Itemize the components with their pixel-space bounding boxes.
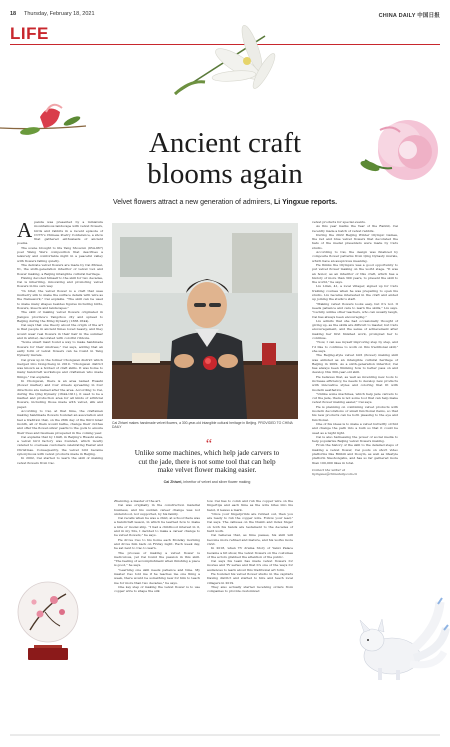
paragraph: "Once your fingerprints are rubbed out, then you are ready to rub the copper wire. Follow your lead," Cai says. The calluses on the thumb and index finger on both his hands are testament to the decades of hard work. — [207, 511, 293, 534]
photo-artwork — [112, 223, 298, 419]
article-column-2 — [114, 499, 200, 594]
paragraph: Cai recalls when he was a child, at school there was a handicraft lesson, in which he learned how to make a kite or model ship. "I had a childhood interest in it, and in my 50s, I decided to make a career change to be velvet flowers," he says. — [114, 516, 200, 538]
paragraph: The skill of making velvet flowers originated in Jiangsu province's Yangzhou city and spread to Beijing during the Ming Dynasty (1368-1644). — [17, 310, 103, 323]
caption-text: Cai Zhiwei makes handmade velvet flowers, a 300-year-old intangible cultural heritage in Beijing. — [112, 421, 258, 425]
pull-quote-name: Cai Zhiwei, — [163, 480, 183, 484]
contact-label: Contact the writer at — [312, 467, 346, 472]
paragraph: Cai believes that, as time passes, his skill will become more refined and mature, and his works more vivid. — [207, 533, 293, 546]
paragraph: In 2002, Cai started to learn the skill of making velvet flowers from Cao — [17, 456, 103, 465]
paragraph: The scene brought to life Yang Shoucun (954-967) poet Wang Wei's composition that describes a leisurely and comfortable night in a peaceful valley with flowers falling quietly. — [17, 245, 103, 263]
headline-line-2: blooms again — [147, 158, 303, 190]
paragraph: The Beijing-style velvet bird (flower) making skill was enlisted as an intangible cultural heritage of Beijing in 2009. As a sixth-generation inheritor, Cai has always been thinking how to better pass on and develop this 300-year-old skill. — [312, 353, 398, 375]
newspaper-brand: CHINA DAILY 中国日报 — [378, 13, 440, 19]
paragraph: The process of making a velvet flower is meticulous, yet Cai found the passion in this skill. "The feeling of accomplishment when finishing a piece is good," he says. — [114, 550, 200, 568]
paragraph: Liu Liran, 41, a local villager, signed up for Cai's training courses when he was preparing to open his studio. Liu became interested in the craft and ended up joining the studio's staff. — [312, 284, 398, 302]
paragraph: The delicate velvet flowers are made by Cai Zhiwei, 61, the sixth-generation inheritor of velvet tool and flower making, a Beijing intangible cultural heritage. — [17, 262, 103, 276]
paragraph: Cai says that one theory about the origin of the art is that people in ancient times loved beauty, and they would wear real flowers in their hair in the summer and in winter, decorated with colorful ribbons. — [17, 323, 103, 341]
paragraph: "Now, I can see myself improving step by step, and I'd like to continue to work on this traditional skill," she says. — [312, 340, 398, 353]
article-column-4 — [312, 220, 398, 477]
drop-cap: A — [17, 218, 33, 242]
paragraph: As this year marks the Year of the Rabbit, Cai recently made a batch of velvet rabbits. — [312, 224, 398, 233]
paragraph: He is planning on combining velvet products with modern decorations or small functional items, so that his new products can be both pleasing to the eye and functional. — [312, 404, 398, 422]
paragraph: In 2018, when TV drama Story of Yanxi Palace became a hit show, the velvet flowers on the costumes of the actors grabbed the attention of the public. — [207, 546, 293, 559]
paragraph: "Learning one skill needs patience and time. My master Cao told me if he teaches me one thing a week, there would be something new for him to teach me for more than two decades," he says. — [114, 567, 200, 585]
headline — [0, 128, 450, 190]
paragraph: tow. Cai has to comb and rub the copper wire on the fingertips and each time as the wire bites into his hand, it leaves a mark. — [207, 499, 293, 512]
deck — [0, 199, 450, 206]
pull-quote-attribution — [133, 480, 281, 484]
velvet-white-fox-image — [360, 598, 448, 680]
plum-blossom-round-image — [18, 582, 78, 660]
deck-text: Velvet flowers attract a new generation of admirers, — [112, 199, 273, 206]
article-column-3 — [207, 499, 293, 594]
white-velvet-flower-image — [175, 23, 278, 94]
paragraph: velvet products for special events. — [312, 220, 366, 224]
paragraph: He thinks the Olympics was a good opportunity to put velvet flower making on the world stage. "It was an honor, as an inheritor of this craft, which has a history of more than 300 years, to present the skill to the world," he says. — [312, 262, 398, 285]
page-number: 18 — [10, 11, 17, 17]
paragraph: "Unlike some machines, which help jade carvers to cut the jade, there is not some tool that can help make velvet flower making easier," Cai says. — [312, 391, 398, 405]
paragraph: During the 2022 Beijing Winter Olympic Games, the red and blue velvet flowers that decorated the hats of the medal presenters were made by Cai's studio. — [312, 232, 398, 250]
paragraph: Having devoted himself to the skill for two decades, Cai is inheriting, innovating and promoting velvet flowers in his own way. — [17, 275, 103, 289]
paragraph: panda was presented by a miniature mountainous landscape with velvet flowers, birds and rabbits in a recent episode of CCTV's Chinese Poetry Conference, a show that gathered enthusiasts of ancient poems. — [17, 220, 103, 246]
paragraph: From the history of the skill to the detailed steps of making a velvet flower, Cai posts on short video platforms like Bilibili and Douyin, as well as lifestyle platform Xiaohongshu, and has so far garnered more than 100,000 likes in total. — [312, 443, 398, 465]
paragraph: He believes that, as well as inventing new tools to increase efficiency, he needs to develop new products with innovative styles and coloring that fit with modern aesthetics. — [312, 374, 398, 392]
headline-line-1: Ancient craft — [148, 127, 302, 159]
section-title: LIFE — [10, 24, 49, 43]
deck-byline: Li Yingxue reports. — [274, 199, 338, 206]
paragraph: "Making velvet flowers looks easy, but it's not. It needs patience and care to learn the skills," Liu says. "Luckily, unlike other teachers, who can usually laugh, Cai has always been encouraging." — [312, 301, 398, 319]
paragraph: Cai is also harnessing the power of social media to help popularize Beijing velvet flowers making. — [312, 434, 398, 444]
paragraph: Cai says his team has made velvet flowers for movies and TV series and that it's one of the ways for audiences to learn about this traditional art form. — [207, 559, 293, 572]
artisan-photo — [112, 223, 298, 419]
paragraph: They also actually started receiving orders from companies to provide customized — [207, 584, 293, 594]
paragraph: "Some smart maid found a way to make handmade flowers for their mistress," Cai says, adding that an early form of velvet flowers can be found in Tang Dynasty murals. — [17, 340, 103, 358]
quote-mark-icon: “ — [205, 437, 213, 452]
paragraph: According to Cai, at that time, the craftsmen making handmade flowers founded an association and had a tradition that, on the 26th day of the third lunar month, all of them would bathe, change their clothes and offer the flower-silver pearls to the gods to ensure their lives and business prospered in the coming year. — [17, 409, 103, 435]
caption-credit: PROVIDED TO CHINA DAILY — [112, 421, 293, 430]
paragraph: "In brief, the velvet flower is a craft that uses mulberry silk to make the surface details with wire as the framework," Cai explains. "The skill can be used to make many shapes besides figures including birds, flowers, insects and landscapes." — [17, 288, 103, 310]
paragraph: In Chongwen, there is an area named Huashi (flower market) and four streets spreading in four directions are named after the area. According to Cai, during the Qing Dynasty (1644-1911), it used to be a market and production area for all kinds of artificial flowers, including those made with velvet, silk and paper. — [17, 378, 103, 409]
paragraph: He drove Cao to his home each Monday morning and drove him back on Friday night. Each week day, he sat next to Cao to learn. — [114, 537, 200, 551]
paragraph: One of his ideas is to make a velvet butterfly orchid and change the path into a bulb so that it could be used as a night light. — [312, 421, 398, 435]
paragraph: Liu admits that she had occasionally thought of giving up, as the skills are difficult to master, but Cai's encouragement, and the sense of achievement after making her first finished work, prompted her to continue. — [312, 318, 398, 341]
paragraph: Cai explains that by 1948, in Beijing's Huashi area, a velvet bird factory was founded, which mostly catered to overseas customers celebrating Easter and Christmas. Consequently, the velvet bird became synonymous with velvet products made in Beijing. — [17, 434, 103, 457]
photo-caption — [112, 421, 298, 430]
contact-email-link[interactable]: liyingxue@chinadaily.com.cn — [312, 472, 358, 477]
paragraph: Cai was originally in the construction material business, and his sudden career change was not understood, nor supported, by his family. — [114, 503, 200, 516]
paragraph: He founded his velvet flower studio in the capital's Daxing district and started to hire and teach local villagers in 2019. — [207, 572, 293, 585]
paragraph: One key step of making the velvet flower is to use copper wire to shape the silk — [114, 584, 200, 594]
issue-date: Thursday, February 18, 2021 — [24, 11, 95, 17]
pull-quote: Unlike some machines, which help jade carvers to cut the jade, there is not some tool that can help make velvet flower making easier. — [134, 449, 280, 475]
paragraph: According to Cai, the design was finalized by composite flower patterns from Qing Dynasty murals, which have an auspicious meaning. — [312, 250, 398, 263]
paragraph: Zhenxing, a master of the art. — [114, 499, 161, 503]
article-column-1 — [17, 220, 103, 465]
paragraph: Cai grew up in the former Chongwen district which merged into Dongcheng in 2010. "Chongwen district was known as a hotbed of craft skills. It was home to many handcraft workshops and craftsmen who made things," Cai explains. — [17, 357, 103, 379]
contact-line — [312, 468, 398, 477]
pull-quote-role: inheritor of velvet and silver flower making — [183, 480, 251, 484]
